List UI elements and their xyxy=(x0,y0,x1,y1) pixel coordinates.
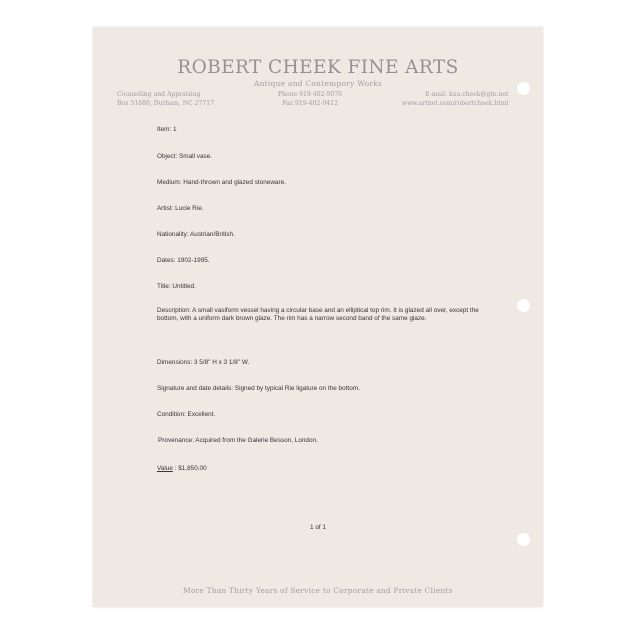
item-condition: Condition: Excellent. xyxy=(157,411,216,418)
item-number: Item: 1 xyxy=(157,126,177,133)
website-line: www.artnet.com/robertcheek.html xyxy=(402,99,509,107)
item-dates: Dates: 1902-1995. xyxy=(157,257,210,264)
email-line: E-mail: kua.cheek@gte.net xyxy=(425,91,509,98)
item-nationality: Nationality: Austrian/British. xyxy=(157,231,235,238)
page-number: 1 of 1 xyxy=(310,524,326,531)
value-label: Value xyxy=(157,465,173,472)
appraisal-document xyxy=(93,27,543,607)
item-artist: Artist: Lucie Rie. xyxy=(157,205,204,212)
company-tagline: Antique and Contempory Works xyxy=(253,79,383,88)
item-description: Description: A small vasiform vessel having a circular base and an elliptical top rim. It is glazed all over, except the bottom, with a uniform dark brown glaze. The rim has a narrow second band of the same glaze. xyxy=(157,307,479,323)
item-provenance: Provenance: Acquired from the Galerie Besson, London. xyxy=(158,437,318,444)
item-title: Title: Untitled. xyxy=(157,283,196,290)
company-name: ROBERT CHEEK FINE ARTS xyxy=(177,57,459,78)
item-object: Object: Small vase. xyxy=(157,153,213,160)
item-medium: Medium: Hand-thrown and glazed stoneware. xyxy=(157,179,286,186)
value-amount: : $1,850.00 xyxy=(172,465,207,472)
fax-line: Fax 919-402-9412 xyxy=(282,99,338,107)
contact-phone xyxy=(278,91,342,108)
punch-hole-middle xyxy=(517,299,530,312)
services-line: Counseling and Appraising xyxy=(117,91,201,98)
contact-web xyxy=(402,91,508,108)
footer-slogan: More Than Thirty Years of Service to Corporate and Private Clients xyxy=(183,586,453,595)
address-line: Box 51688, Durham, NC 27717 xyxy=(117,99,215,107)
punch-hole-bottom xyxy=(517,533,530,546)
contact-address xyxy=(117,91,214,108)
phone-line: Phone 919-402-9070 xyxy=(278,91,343,98)
item-signature: Signature and date details: Signed by typical Rie ligature on the bottom. xyxy=(157,385,360,392)
item-dimensions: Dimensions: 3 5/8" H x 3 1/8" W. xyxy=(157,359,250,366)
item-value xyxy=(157,465,207,472)
